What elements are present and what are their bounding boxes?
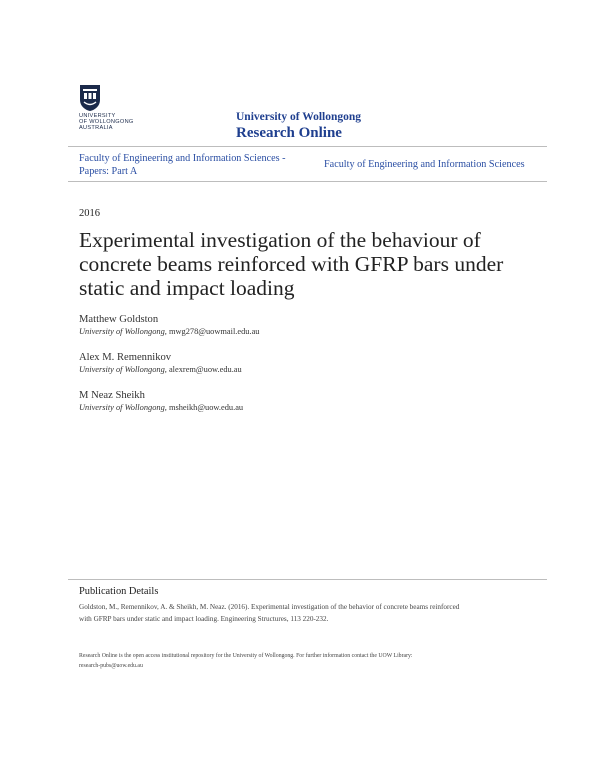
- faculty-link[interactable]: Faculty of Engineering and Information Sciences: [324, 159, 525, 170]
- series-link-line2: Papers: Part A: [79, 166, 138, 177]
- author-name[interactable]: Matthew Goldston: [79, 314, 159, 325]
- divider-bottom: [68, 181, 547, 182]
- title-line: Experimental investigation of the behaviour of: [79, 228, 481, 252]
- author-affiliation: [79, 402, 243, 413]
- affiliation-name: University of Wollongong: [79, 365, 165, 374]
- affiliation-name: University of Wollongong: [79, 403, 165, 412]
- repository-name[interactable]: [236, 110, 361, 142]
- title-line: static and impact loading: [79, 276, 295, 300]
- author-email[interactable]: , mwg278@uowmail.edu.au: [164, 327, 260, 336]
- citation-line: Goldston, M., Remennikov, A. & Sheikh, M. Neaz. (2016). Experimental investigation of the behavior of concrete beams reinforced: [79, 603, 460, 611]
- logo-line: UNIVERSITY: [79, 113, 116, 119]
- university-crest-icon: [79, 84, 101, 112]
- author-entry: [79, 389, 243, 413]
- university-name[interactable]: University of Wollongong: [236, 111, 362, 123]
- affiliation-name: University of Wollongong: [79, 327, 165, 336]
- footer-line: Research Online is the open access institutional repository for the University of Wollongong. For further information contact the UOW Library:: [79, 653, 413, 659]
- university-logo[interactable]: [79, 84, 145, 138]
- author-name[interactable]: M Neaz Sheikh: [79, 390, 145, 401]
- author-entry: [79, 351, 242, 375]
- footer-email[interactable]: research-pubs@uow.edu.au: [79, 662, 143, 669]
- author-email[interactable]: , alexrem@uow.edu.au: [164, 365, 242, 374]
- paper-title[interactable]: [79, 228, 549, 300]
- author-name[interactable]: Alex M. Remennikov: [79, 352, 172, 363]
- series-link[interactable]: [79, 152, 309, 178]
- logo-wordmark: [79, 113, 149, 132]
- series-link-line1: Faculty of Engineering and Information Sciences -: [79, 153, 286, 164]
- divider-top: [68, 146, 547, 147]
- title-line: concrete beams reinforced with GFRP bars under: [79, 252, 504, 276]
- logo-line: OF WOLLONGONG: [79, 119, 134, 126]
- repository-footer: [79, 652, 519, 671]
- author-entry: [79, 313, 259, 337]
- repository-title[interactable]: Research Online: [236, 125, 342, 141]
- divider-publication: [68, 579, 547, 580]
- author-affiliation: [79, 326, 259, 337]
- author-affiliation: [79, 364, 242, 375]
- publication-year: 2016: [79, 208, 100, 219]
- collection-links: [79, 151, 547, 179]
- author-email[interactable]: , msheikh@uow.edu.au: [164, 403, 244, 412]
- publication-details-text: [79, 602, 539, 625]
- publication-details-heading: Publication Details: [79, 586, 159, 597]
- citation-line: with GFRP bars under static and impact loading. Engineering Structures, 113 220-232.: [79, 614, 329, 623]
- logo-line: AUSTRALIA: [79, 125, 113, 132]
